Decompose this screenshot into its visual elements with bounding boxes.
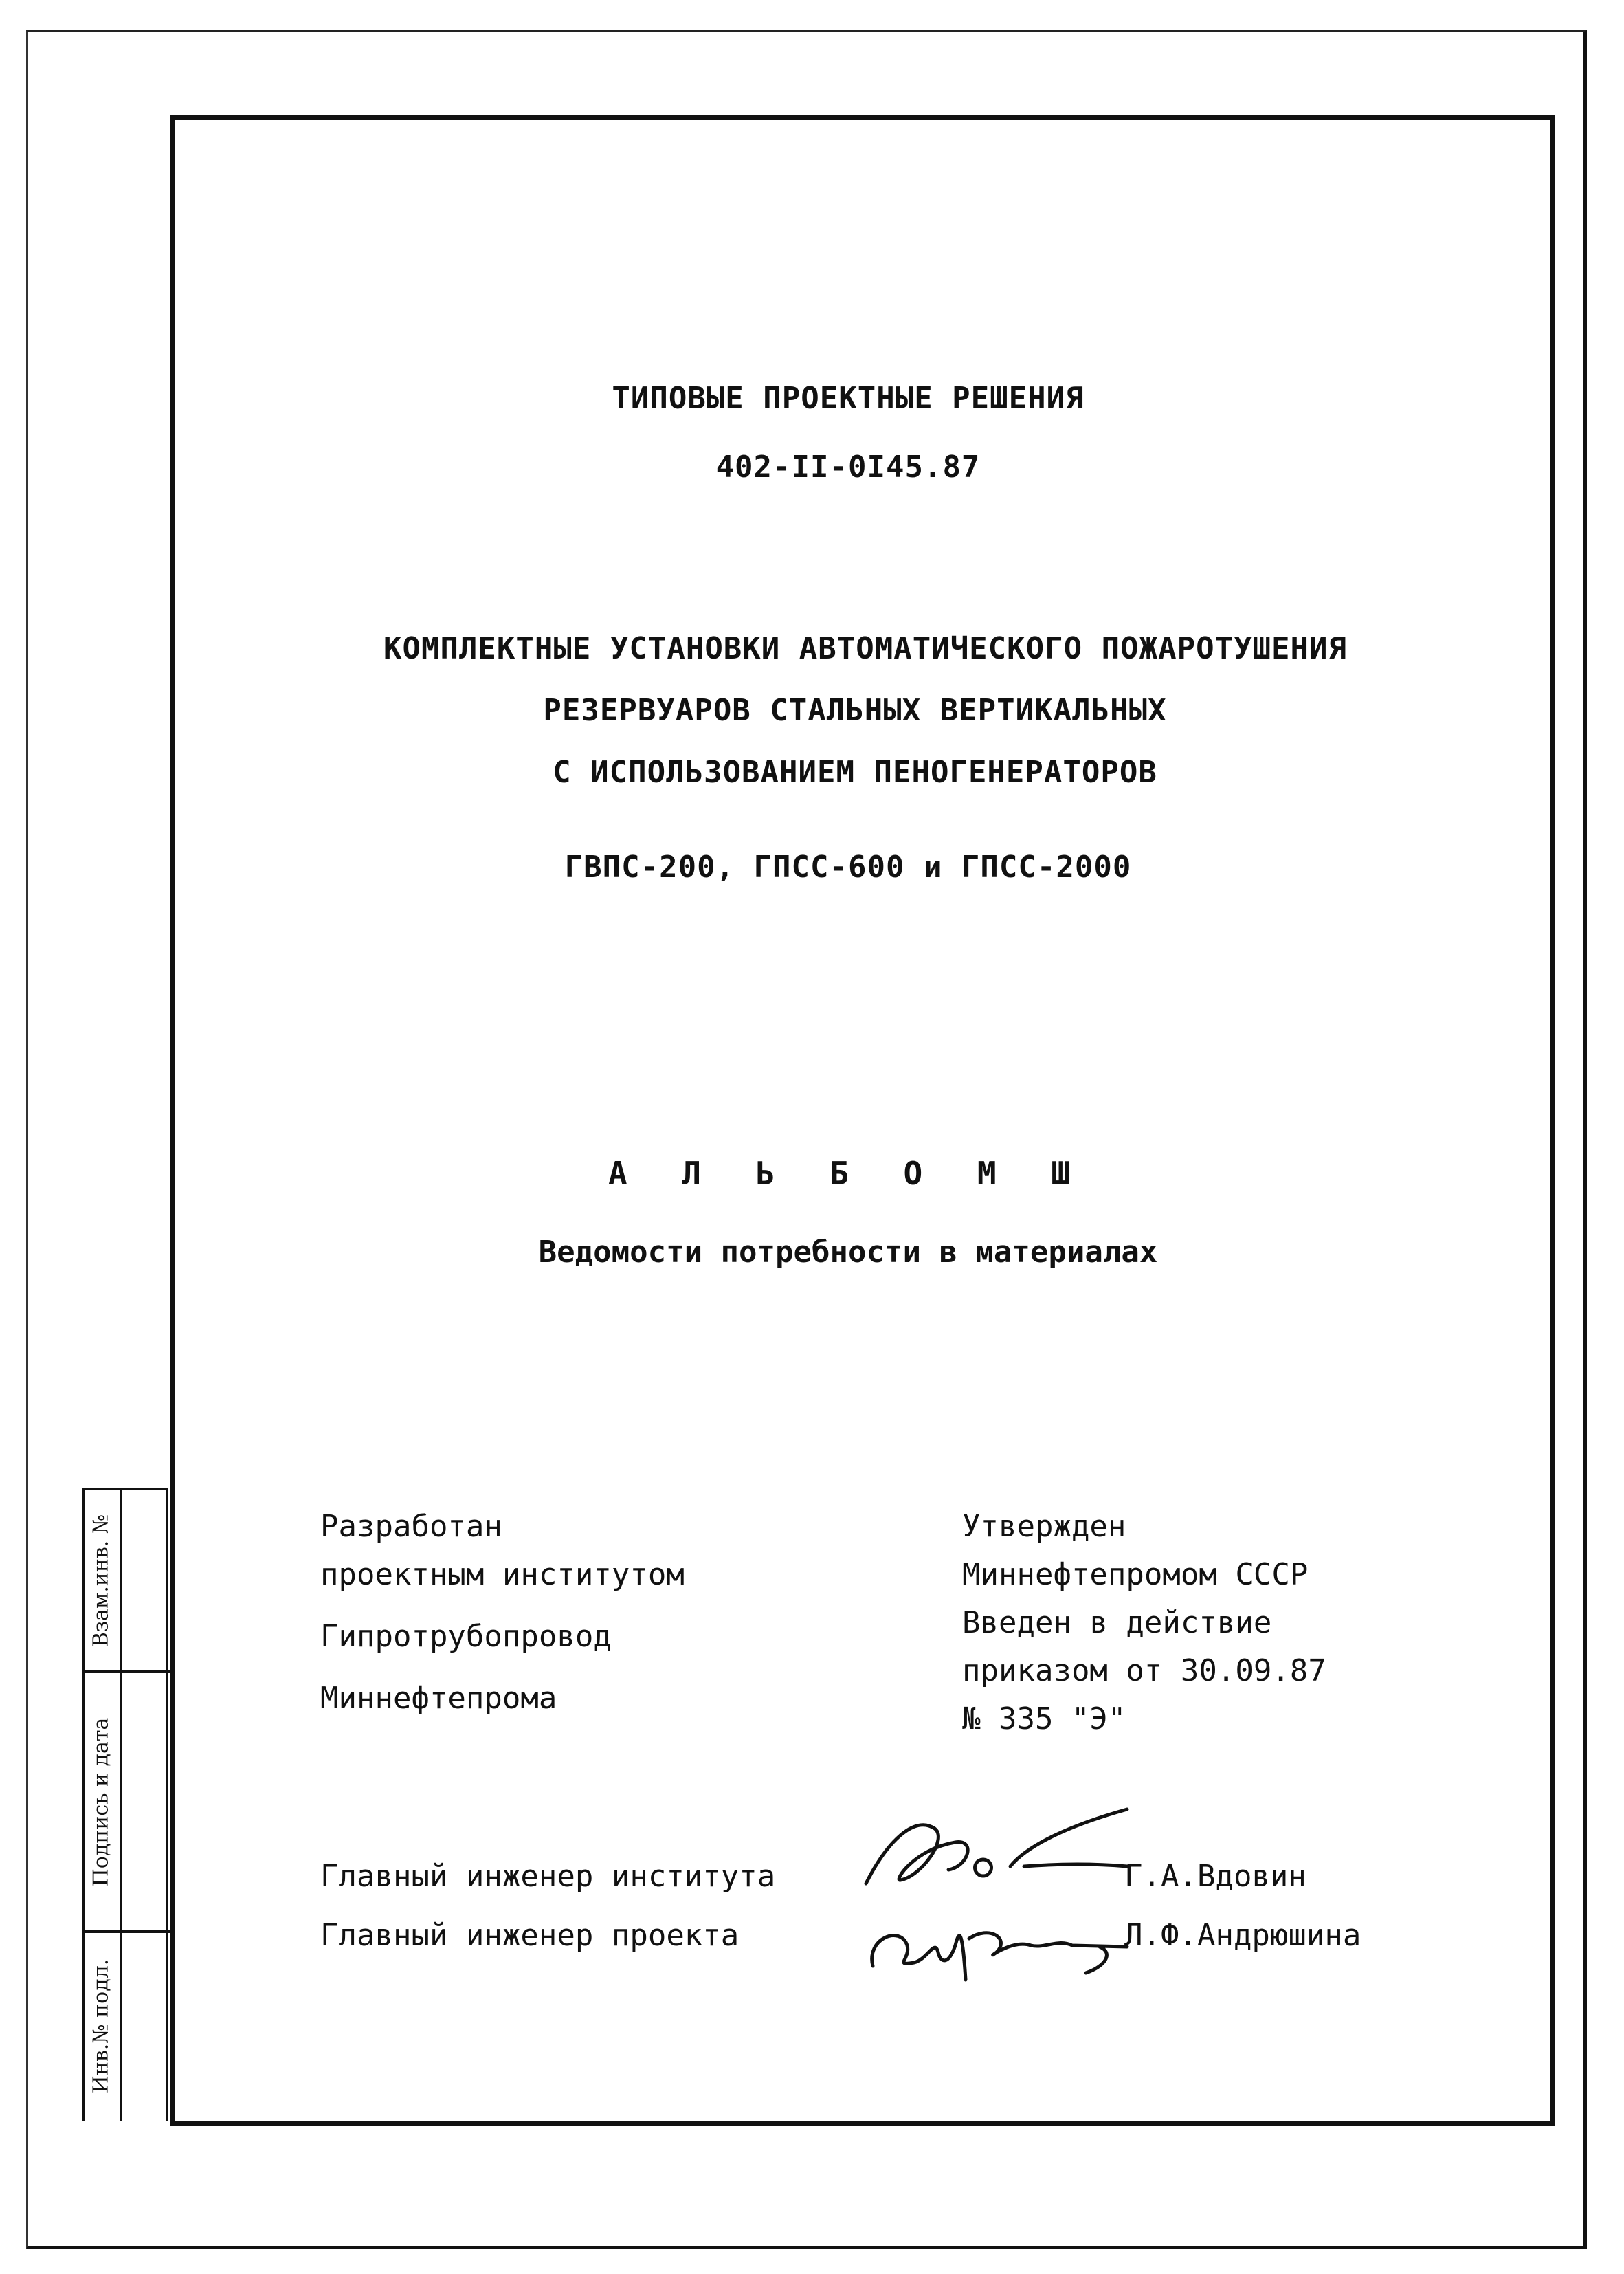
main-title-line-1: КОМПЛЕКТНЫЕ УСТАНОВКИ АВТОМАТИЧЕСКОГО ПОЖАРОТУШЕНИЯ [383,631,1347,666]
approved-block [962,1503,1326,1743]
signature-role-project: Главный инженер проекта [320,1918,739,1953]
approved-line: Введен в действие [962,1605,1272,1640]
foam-generator-models: ГВПС-200, ГПСС-600 и ГПСС-2000 [564,850,1132,885]
stamp-label-replacement: Взам.инв. № [89,1514,113,1647]
approved-line: № 335 "Э" [962,1701,1126,1736]
series-title: ТИПОВЫЕ ПРОЕКТНЫЕ РЕШЕНИЯ [612,381,1084,416]
handwritten-signature-1 [852,1801,1141,1897]
stamp-label-inventory: Инв.№ подл. [89,1958,113,2093]
signature-name-project: Л.Ф.Андрюшина [1124,1918,1361,1953]
developed-line: Миннефтепрома [320,1681,557,1716]
main-title-line-2: РЕЗЕРВУАРОВ СТАЛЬНЫХ ВЕРТИКАЛЬНЫХ [543,693,1167,728]
album-label: А Л Ь Б О М Ш [608,1155,1089,1192]
stamp-label-signature: Подпись и дата [89,1717,113,1886]
stamp-cell-replacement [82,1490,120,1670]
stamp-cell-signature [82,1673,120,1930]
album-subtitle: Ведомости потребности в материалах [538,1235,1158,1270]
main-title-line-3: С ИСПОЛЬЗОВАНИЕМ ПЕНОГЕНЕРАТОРОВ [553,755,1157,790]
signature-name-institute: Г.А.Вдовин [1124,1859,1306,1894]
signature-role-institute: Главный инженер института [320,1859,776,1894]
approved-line: Миннефтепромом СССР [962,1557,1309,1592]
developed-line: проектным институтом [320,1557,685,1592]
approved-line: приказом от 30.09.87 [962,1653,1326,1688]
side-stamp-column [120,1488,168,2121]
approved-line: Утвержден [962,1509,1126,1544]
developed-line: Разработан [320,1509,502,1544]
handwritten-signature-2 [852,1897,1141,1994]
developed-line: Гипротрубопровод [320,1619,612,1654]
stamp-cell-inventory [82,1933,120,2119]
document-code: 402-II-0I45.87 [715,450,981,485]
developed-block [320,1503,685,1723]
